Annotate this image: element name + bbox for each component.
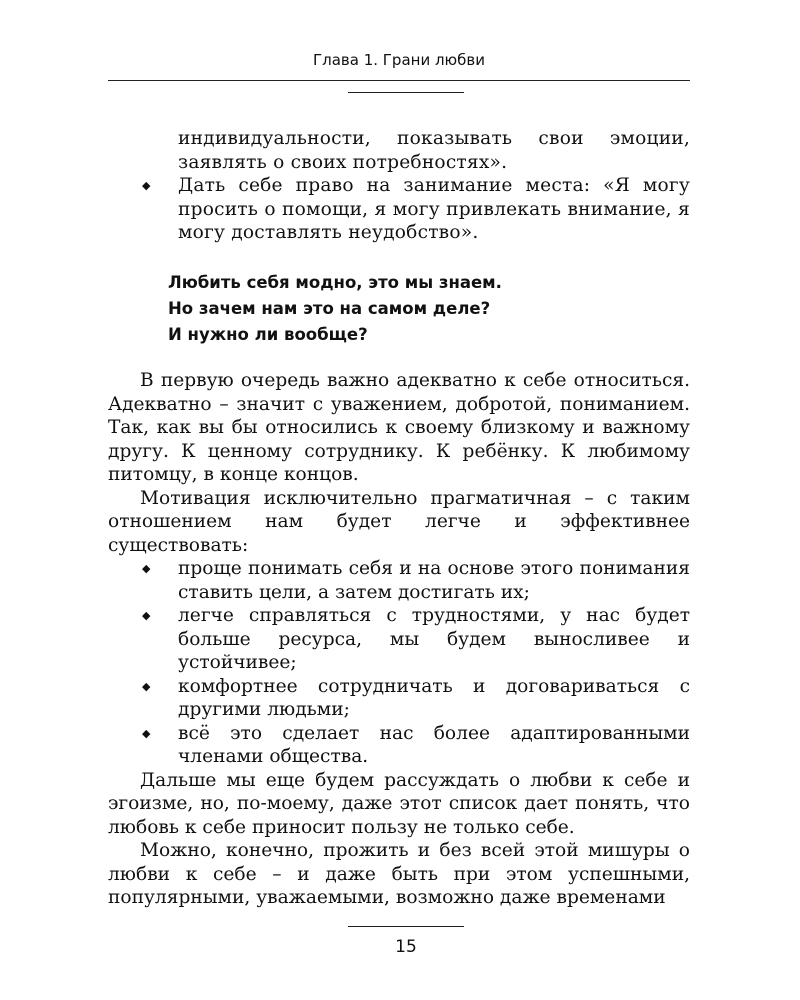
callout-line: Любить себя модно, это мы знаем. xyxy=(168,273,502,292)
bullet-diamond-icon: ◆ xyxy=(142,609,151,622)
list-item xyxy=(142,675,690,722)
list-item-text: комфортнее сотрудничать и договариваться с другими людьми; xyxy=(178,675,690,720)
list-item-text: Дать себе право на занимание места: «Я могу просить о помощи, я могу привлекать внимание, я могу доставлять неудобство». xyxy=(178,175,690,243)
callout-line: И нужно ли вообще? xyxy=(168,325,368,344)
callout-line: Но зачем нам это на самом деле? xyxy=(168,299,491,318)
top-text-block xyxy=(108,127,690,245)
page-number: 15 xyxy=(395,937,417,957)
list-item xyxy=(142,604,690,675)
paragraph: Дальше мы еще будем рассуждать о любви к себе и эгоизме, но, по-моему, даже этот список дает понять, что любовь к себе приносит пользу не только себе. xyxy=(108,769,690,838)
list-item xyxy=(142,722,690,769)
callout-question-block xyxy=(168,270,668,348)
footer-rule xyxy=(348,926,464,927)
list-item-text: легче справляться с трудностями, у нас будет больше ресурса, мы будем выносливее и устойчивее; xyxy=(178,605,690,673)
continued-bullet-text: индивидуальности, показывать свои эмоции, заявлять о своих потребностях». xyxy=(178,128,690,173)
bullet-diamond-icon: ◆ xyxy=(142,179,151,192)
list-item-text: всё это сделает нас более адаптированными членами общества. xyxy=(178,722,690,767)
bullet-diamond-icon: ◆ xyxy=(142,562,151,575)
list-item xyxy=(142,557,690,604)
paragraph: Мотивация исключительно прагматичная – с таким отношением нам будет легче и эффективнее существовать: xyxy=(108,487,690,556)
list-item xyxy=(142,174,690,245)
running-head: Глава 1. Грани любви xyxy=(312,51,486,69)
top-bullet-list xyxy=(108,174,690,245)
header-short-rule xyxy=(348,92,464,93)
list-item-text: проще понимать себя и на основе этого понимания ставить цели, а затем достигать их; xyxy=(178,558,690,603)
paragraph: В первую очередь важно адекватно к себе относиться. Адекватно – значит с уважением, добротой, пониманием. Так, как вы бы относились к своему близкому и важному другу. К ценному сотруднику. К ребёнку. К любимому питомцу, в конце концов. xyxy=(108,370,690,485)
bullet-diamond-icon: ◆ xyxy=(142,679,151,693)
main-text-block xyxy=(108,369,690,910)
paragraph: Можно, конечно, прожить и без всей этой мишуры о любви к себе – и даже быть при этом успешными, популярными, уважаемыми, возможно даже временами xyxy=(108,840,690,908)
bullet-diamond-icon: ◆ xyxy=(142,726,151,740)
benefits-bullet-list xyxy=(108,557,690,769)
header-rule xyxy=(108,80,690,81)
